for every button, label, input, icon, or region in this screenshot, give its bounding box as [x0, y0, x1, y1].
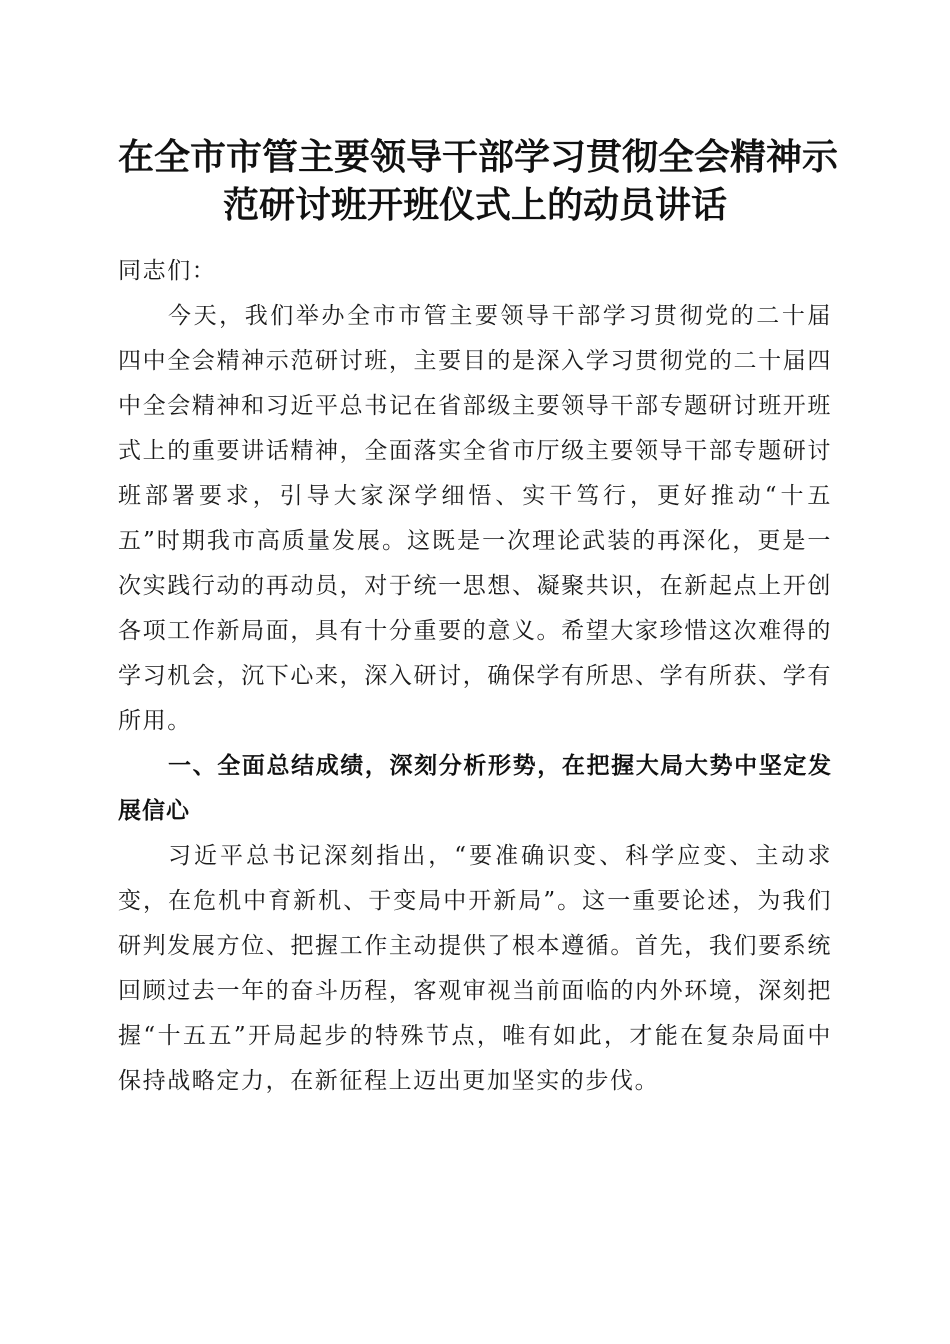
document-body — [118, 249, 832, 1104]
opening-paragraph: 今天，我们举办全市市管主要领导干部学习贯彻党的二十届四中全会精神示范研讨班，主要目的是深入学习贯彻党的二十届四中全会精神和习近平总书记在省部级主要领导干部专题研讨班开班式上的重要讲话精神，全面落实全省市厅级主要领导干部专题研讨班部署要求，引导大家深学细悟、实干笃行，更好推动“十五五”时期我市高质量发展。这既是一次理论武装的再深化，更是一次实践行动的再动员，对于统一思想、凝聚共识，在新起点上开创各项工作新局面，具有十分重要的意义。希望大家珍惜这次难得的学习机会，沉下心来，深入研讨，确保学有所思、学有所获、学有所用。 — [118, 303, 832, 734]
section-1-paragraph: 习近平总书记深刻指出，“要准确识变、科学应变、主动求变，在危机中育新机、于变局中开新局”。这一重要论述，为我们研判发展方位、把握工作主动提供了根本遵循。首先，我们要系统回顾过去一年的奋斗历程，客观审视当前面临的内外环境，深刻把握“十五五”开局起步的特殊节点，唯有如此，才能在复杂局面中保持战略定力，在新征程上迈出更加坚实的步伐。 — [118, 843, 832, 1094]
title-line-1: 在全市市管主要领导干部学习贯彻全会精神示 — [118, 137, 839, 178]
title-line-2: 范研讨班开班仪式上的动员讲话 — [222, 185, 727, 226]
salutation: 同志们： — [118, 258, 217, 284]
document-title — [118, 134, 839, 230]
section-heading-1: 一、全面总结成绩，深刻分析形势，在把握大局大势中坚定发展信心 — [118, 753, 832, 824]
